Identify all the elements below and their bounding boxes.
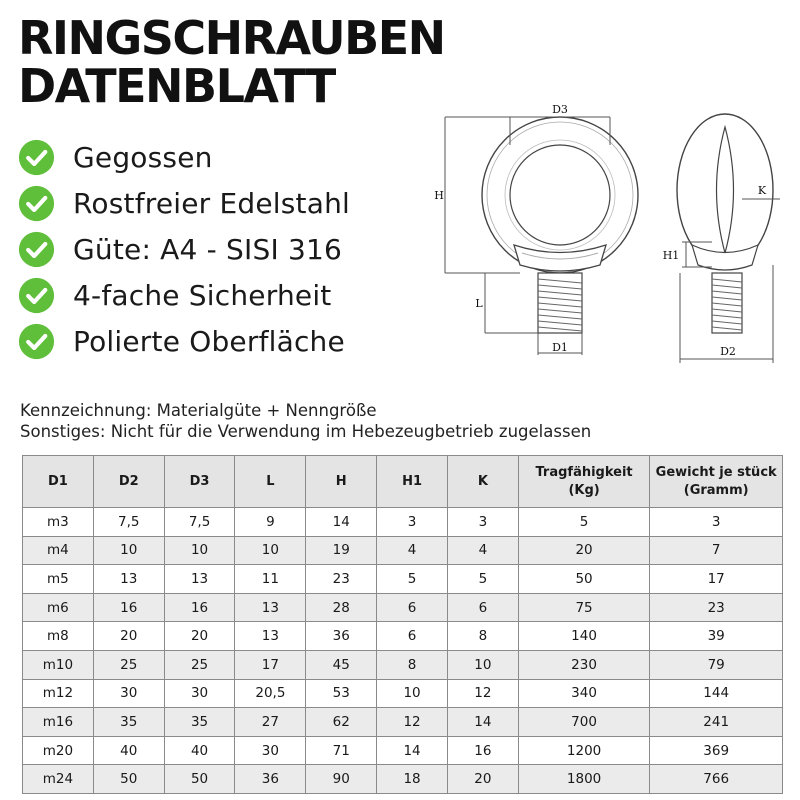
check-icon — [18, 323, 55, 360]
title-line-1: RINGSCHRAUBEN — [18, 11, 445, 65]
table-cell: 3 — [650, 508, 783, 537]
table-cell: 75 — [518, 593, 650, 622]
table-cell: 13 — [235, 622, 306, 651]
table-cell: 4 — [447, 536, 518, 565]
table-cell: 35 — [93, 708, 164, 737]
table-row — [23, 593, 783, 622]
table-cell: 13 — [235, 593, 306, 622]
table-cell: 7 — [650, 536, 783, 565]
table-cell: 20,5 — [235, 679, 306, 708]
table-cell: 79 — [650, 650, 783, 679]
table-cell: 16 — [164, 593, 235, 622]
table-cell: 13 — [164, 565, 235, 594]
title-line-2: DATENBLATT — [18, 59, 335, 113]
table-cell: 8 — [377, 650, 448, 679]
table-cell: 20 — [93, 622, 164, 651]
table-cell: 25 — [164, 650, 235, 679]
table-cell: 50 — [93, 765, 164, 794]
header-d3: D3 — [164, 456, 235, 508]
label-d1: D1 — [552, 341, 568, 354]
table-cell: 5 — [447, 565, 518, 594]
notes — [20, 400, 591, 442]
spec-table — [22, 455, 783, 794]
table-cell: 1800 — [518, 765, 650, 794]
table-cell: 10 — [447, 650, 518, 679]
table-cell: 12 — [377, 708, 448, 737]
table-cell: m6 — [23, 593, 94, 622]
table-cell: 9 — [235, 508, 306, 537]
table-cell: 45 — [306, 650, 377, 679]
table-cell: m10 — [23, 650, 94, 679]
table-cell: 30 — [93, 679, 164, 708]
feature-label: Güte: A4 - SISI 316 — [73, 232, 343, 266]
table-cell: 53 — [306, 679, 377, 708]
table-cell: 90 — [306, 765, 377, 794]
feature-item — [18, 134, 350, 180]
table-cell: m8 — [23, 622, 94, 651]
note-marking: Kennzeichnung: Materialgüte + Nenngröße — [20, 401, 377, 420]
table-cell: 17 — [650, 565, 783, 594]
table-cell: 18 — [377, 765, 448, 794]
table-cell: 30 — [235, 736, 306, 765]
table-cell: 23 — [650, 593, 783, 622]
table-cell: 16 — [93, 593, 164, 622]
table-cell: 25 — [93, 650, 164, 679]
table-cell: 10 — [377, 679, 448, 708]
table-row — [23, 622, 783, 651]
label-h: H — [434, 189, 444, 202]
table-cell: 4 — [377, 536, 448, 565]
check-icon — [18, 277, 55, 314]
table-cell: 28 — [306, 593, 377, 622]
table-cell: 10 — [164, 536, 235, 565]
label-d3: D3 — [552, 103, 568, 116]
table-cell: 3 — [447, 508, 518, 537]
table-cell: 230 — [518, 650, 650, 679]
feature-label: Polierte Oberfläche — [73, 324, 345, 358]
table-cell: m12 — [23, 679, 94, 708]
feature-item — [18, 318, 350, 364]
table-cell: 5 — [377, 565, 448, 594]
table-cell: 36 — [306, 622, 377, 651]
header-load-capacity: Tragfähigkeit (Kg) — [518, 456, 650, 508]
page-title — [18, 11, 458, 113]
table-cell: 14 — [306, 508, 377, 537]
table-cell: 71 — [306, 736, 377, 765]
header-l: L — [235, 456, 306, 508]
table-cell: 40 — [93, 736, 164, 765]
table-cell: 10 — [93, 536, 164, 565]
table-row — [23, 565, 783, 594]
feature-item — [18, 226, 350, 272]
table-cell: 36 — [235, 765, 306, 794]
table-cell: 11 — [235, 565, 306, 594]
table-cell: 3 — [377, 508, 448, 537]
table-cell: 50 — [518, 565, 650, 594]
header-h: H — [306, 456, 377, 508]
feature-list — [18, 134, 350, 364]
table-cell: 6 — [377, 622, 448, 651]
table-cell: 8 — [447, 622, 518, 651]
check-icon — [18, 139, 55, 176]
table-cell: 6 — [447, 593, 518, 622]
table-cell: 62 — [306, 708, 377, 737]
table-cell: 6 — [377, 593, 448, 622]
feature-label: Rostfreier Edelstahl — [73, 186, 351, 220]
table-cell: m5 — [23, 565, 94, 594]
table-cell: 140 — [518, 622, 650, 651]
table-cell: 7,5 — [93, 508, 164, 537]
note-other: Sonstiges: Nicht für die Verwendung im Hebezeugbetrieb zugelassen — [20, 422, 592, 441]
header-weight: Gewicht je stück (Gramm) — [650, 456, 783, 508]
table-row — [23, 736, 783, 765]
eye-bolt-technical-drawing — [430, 95, 790, 370]
front-view — [434, 103, 638, 355]
table-row — [23, 650, 783, 679]
label-k: K — [757, 184, 767, 197]
table-row — [23, 679, 783, 708]
table-cell: 40 — [164, 736, 235, 765]
check-icon — [18, 231, 55, 268]
table-cell: 5 — [518, 508, 650, 537]
table-cell: 766 — [650, 765, 783, 794]
table-cell: 14 — [447, 708, 518, 737]
feature-label: Gegossen — [73, 140, 213, 174]
feature-item — [18, 272, 350, 318]
check-icon — [18, 185, 55, 222]
table-cell: m20 — [23, 736, 94, 765]
table-cell: 700 — [518, 708, 650, 737]
table-cell: 20 — [447, 765, 518, 794]
table-cell: 35 — [164, 708, 235, 737]
table-cell: 39 — [650, 622, 783, 651]
table-cell: 13 — [93, 565, 164, 594]
table-cell: 19 — [306, 536, 377, 565]
table-cell: 20 — [518, 536, 650, 565]
label-h1: H1 — [662, 249, 680, 262]
table-row — [23, 765, 783, 794]
table-cell: 144 — [650, 679, 783, 708]
table-cell: 340 — [518, 679, 650, 708]
side-view — [663, 114, 780, 363]
table-row — [23, 536, 783, 565]
table-cell: m16 — [23, 708, 94, 737]
table-row — [23, 508, 783, 537]
table-cell: 17 — [235, 650, 306, 679]
header-d1: D1 — [23, 456, 94, 508]
table-cell: 27 — [235, 708, 306, 737]
label-l: L — [475, 297, 483, 310]
table-cell: 1200 — [518, 736, 650, 765]
table-cell: 7,5 — [164, 508, 235, 537]
table-cell: m4 — [23, 536, 94, 565]
table-row — [23, 708, 783, 737]
header-h1: H1 — [377, 456, 448, 508]
label-d2: D2 — [720, 345, 736, 358]
table-cell: 50 — [164, 765, 235, 794]
table-cell: 20 — [164, 622, 235, 651]
header-d2: D2 — [93, 456, 164, 508]
header-k: K — [447, 456, 518, 508]
table-cell: 12 — [447, 679, 518, 708]
table-cell: 241 — [650, 708, 783, 737]
table-cell: 23 — [306, 565, 377, 594]
table-cell: 16 — [447, 736, 518, 765]
table-cell: m24 — [23, 765, 94, 794]
table-cell: 14 — [377, 736, 448, 765]
table-cell: 369 — [650, 736, 783, 765]
feature-label: 4-fache Sicherheit — [73, 278, 332, 312]
feature-item — [18, 180, 350, 226]
table-header-row — [23, 456, 783, 508]
table-cell: 30 — [164, 679, 235, 708]
table-cell: 10 — [235, 536, 306, 565]
table-cell: m3 — [23, 508, 94, 537]
